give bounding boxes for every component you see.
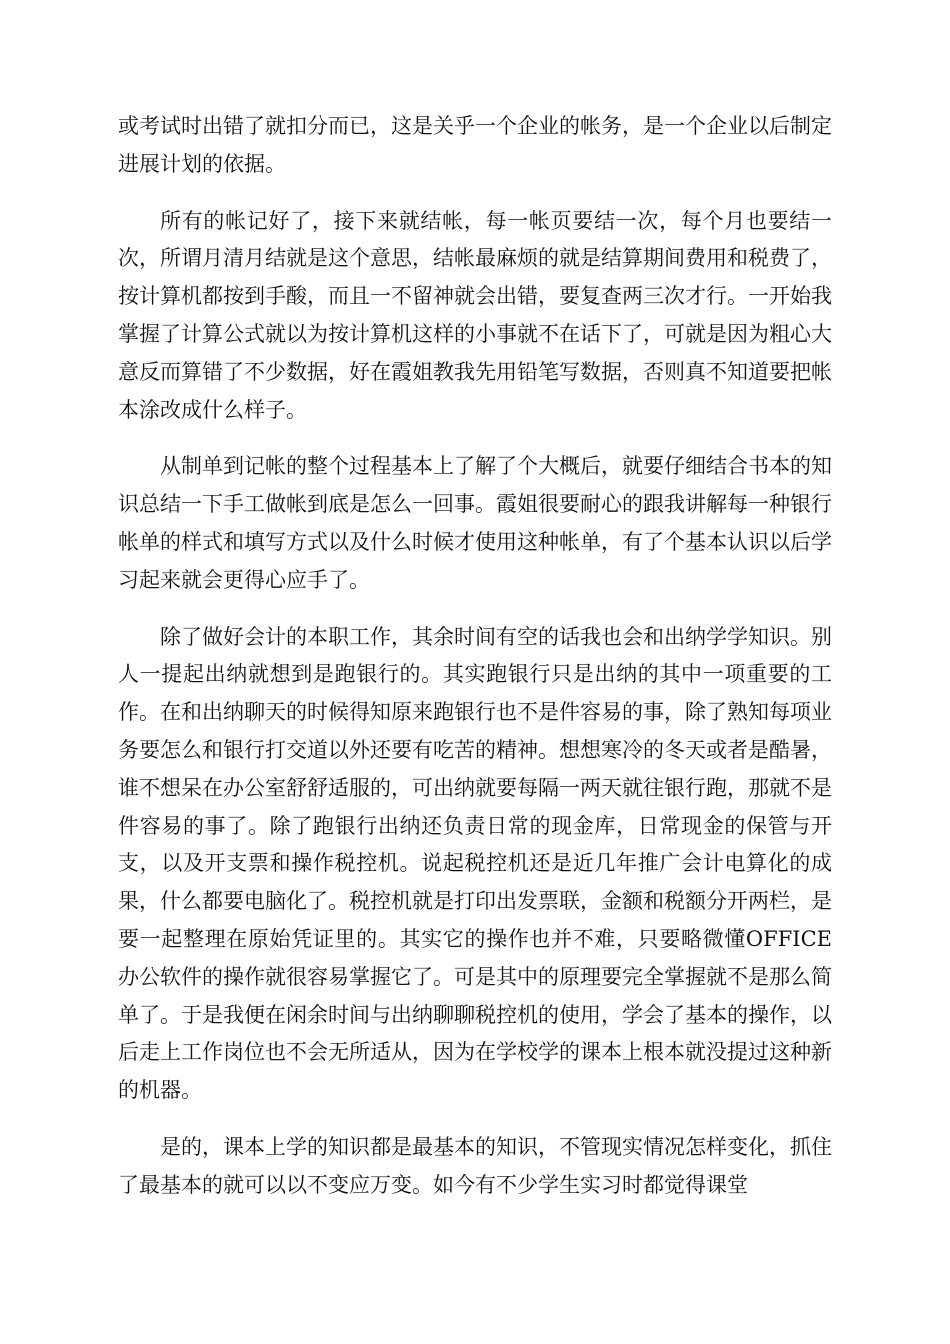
paragraph-basic-knowledge: 是的，课本上学的知识都是最基本的知识，不管现实情况怎样变化，抓住了最基本的就可以以不变应万变。如今有不少学生实习时都觉得课堂 <box>118 1134 832 1197</box>
paragraph-closing-accounts: 所有的帐记好了，接下来就结帐，每一帐页要结一次，每个月也要结一次，所谓月清月结就是这个意思，结帐最麻烦的就是结算期间费用和税费了，按计算机都按到手酸，而且一不留神就会出错，要复查两三次才行。一开始我掌握了计算公式就以为按计算机这样的小事就不在话下了，可就是因为粗心大意反而算错了不少数据，好在霞姐教我先用铅笔写数据，否则真不知道要把帐本涂改成什么样子。 <box>118 208 832 422</box>
document-body <box>118 108 832 1224</box>
paragraph-manual-bookkeeping: 从制单到记帐的整个过程基本上了解了个大概后，就要仔细结合书本的知识总结一下手工做帐到底是怎么一回事。霞姐很要耐心的跟我讲解每一种银行帐单的样式和填写方式以及什么时候才使用这种帐单，有了个基本认识以后学习起来就会更得心应手了。 <box>118 454 832 592</box>
paragraph-continued: 或考试时出错了就扣分而已，这是关乎一个企业的帐务，是一个企业以后制定进展计划的依据。 <box>118 114 832 176</box>
paragraph-cashier-work: 除了做好会计的本职工作，其余时间有空的话我也会和出纳学学知识。别人一提起出纳就想到是跑银行的。其实跑银行只是出纳的其中一项重要的工作。在和出纳聊天的时候得知原来跑银行也不是件容易的事，除了熟知每项业务要怎么和银行打交道以外还要有吃苦的精神。想想寒冷的冬天或者是酷暑，谁不想呆在办公室舒舒适服的，可出纳就要每隔一两天就往银行跑，那就不是件容易的事了。除了跑银行出纳还负责日常的现金库，日常现金的保管与开支，以及开支票和操作税控机。说起税控机还是近几年推广会计电算化的成果，什么都要电脑化了。税控机就是打印出发票联，金额和税额分开两栏，是要一起整理在原始凭证里的。其实它的操作也并不难，只要略微懂OFFICE办公软件的操作就很容易掌握它了。可是其中的原理要完全掌握就不是那么简单了。于是我便在闲余时间与出纳聊聊税控机的使用，学会了基本的操作，以后走上工作岗位也不会无所适从，因为在学校学的课本上根本就没提过这种新的机器。 <box>118 624 832 1103</box>
